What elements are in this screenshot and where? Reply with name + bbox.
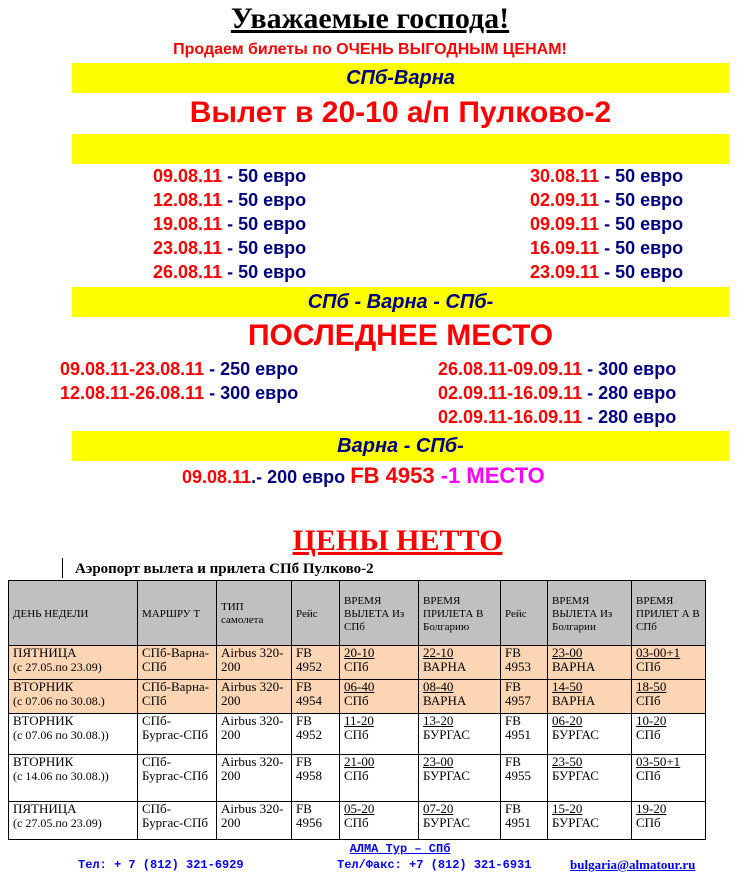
- price-row: [153, 188, 306, 212]
- flight-cell: FB 4955: [501, 755, 548, 802]
- price: - 50 евро: [222, 238, 307, 258]
- date: 09.08.11: [182, 467, 252, 487]
- ret-dep-cell: [548, 755, 632, 802]
- table-row: [9, 714, 706, 755]
- price: - 50 евро: [599, 190, 684, 210]
- time: 18-50: [636, 679, 667, 694]
- col-header-day: ДЕНЬ НЕДЕЛИ: [9, 581, 138, 646]
- city: ВАРНА: [423, 693, 467, 708]
- email-link[interactable]: bulgaria@almatour.ru: [570, 857, 696, 872]
- plane-cell: Airbus 320-200: [217, 714, 292, 755]
- time: 06-20: [552, 713, 583, 728]
- col-header-route: МАРШРУ Т: [138, 581, 217, 646]
- flight-cell: FB 4952: [292, 646, 340, 680]
- price-row: [530, 212, 683, 236]
- day: ВТОРНИК: [13, 713, 74, 728]
- ret-dep-cell: [548, 680, 632, 714]
- time: 14-50: [552, 679, 583, 694]
- time: 23-00: [423, 754, 454, 769]
- city: БУРГАС: [552, 768, 599, 783]
- time: 03-50+1: [636, 754, 681, 769]
- price: - 280 евро: [582, 407, 677, 427]
- day: ПЯТНИЦА: [13, 801, 77, 816]
- day-cell: [9, 755, 138, 802]
- page-title: Уважаемые господа!: [230, 2, 510, 35]
- time: 11-20: [344, 713, 374, 728]
- city: БУРГАС: [423, 768, 470, 783]
- city: ВАРНА: [552, 659, 596, 674]
- arr-cell: [419, 755, 501, 802]
- plane-cell: Airbus 320-200: [217, 646, 292, 680]
- time: 15-20: [552, 801, 583, 816]
- ret-arr-cell: [632, 680, 706, 714]
- price: - 50 евро: [222, 166, 307, 186]
- date-range: 02.09.11-16.09.11: [438, 407, 583, 427]
- price-row: [530, 236, 683, 260]
- price: - 50 евро: [599, 262, 684, 282]
- ret-dep-cell: [548, 714, 632, 755]
- date: 23.09.11: [530, 262, 600, 282]
- city: СПб: [636, 768, 661, 783]
- price-row: [153, 164, 306, 188]
- plane-cell: Airbus 320-200: [217, 755, 292, 802]
- time: 06-40: [344, 679, 375, 694]
- col-header-flight-return: Рейс: [501, 581, 548, 646]
- route-cell: СПб-Бургас-СПб: [138, 755, 217, 802]
- price: - 50 евро: [599, 238, 684, 258]
- date-range: 26.08.11-09.09.11: [438, 359, 583, 379]
- city: ВАРНА: [552, 693, 596, 708]
- city: СПб: [636, 693, 661, 708]
- price-row: [153, 260, 306, 284]
- flight-cell: FB 4953: [501, 646, 548, 680]
- departure-heading: Вылет в 20-10 а/п Пулково-2: [189, 96, 612, 129]
- date: 19.08.11: [153, 214, 223, 234]
- city: ВАРНА: [423, 659, 467, 674]
- route-band-roundtrip: [72, 287, 729, 317]
- price-row: [530, 164, 683, 188]
- dep-cell: [340, 755, 419, 802]
- price: - 50 евро: [222, 214, 307, 234]
- date: 02.09.11: [530, 190, 600, 210]
- promo-line: Продаем билеты по ОЧЕНЬ ВЫГОДНЫМ ЦЕНАМ!: [173, 41, 567, 58]
- day-cell: [9, 714, 138, 755]
- fax: Тел/Факс: +7 (812) 321-6931: [337, 858, 532, 872]
- day: ВТОРНИК: [13, 679, 74, 694]
- period: (с 27.05.по 23.09): [13, 660, 102, 674]
- col-header-flight: Рейс: [292, 581, 340, 646]
- route-band-varna-spb: [72, 431, 729, 461]
- time: 20-10: [344, 645, 375, 660]
- period: (с 07.06 по 30.08.)): [13, 728, 109, 742]
- date: 09.09.11: [530, 214, 600, 234]
- col-header-dep-bg: ВРЕМЯ ВЫЛЕТА Из Болгарии: [548, 581, 632, 646]
- date: 23.08.11: [153, 238, 223, 258]
- price: - 300 евро: [204, 383, 299, 403]
- time: 13-20: [423, 713, 454, 728]
- schedule-table: [8, 580, 706, 840]
- time: 03-00+1: [636, 645, 681, 660]
- price-row: [438, 405, 676, 429]
- last-seat-heading: ПОСЛЕДНЕЕ МЕСТО: [247, 319, 554, 352]
- city: БУРГАС: [423, 815, 470, 830]
- plane-cell: Airbus 320-200: [217, 802, 292, 840]
- table-header-row: [9, 581, 706, 646]
- time: 23-00: [552, 645, 583, 660]
- time: 19-20: [636, 801, 667, 816]
- date: 16.09.11: [530, 238, 600, 258]
- price: - 50 евро: [599, 214, 684, 234]
- price-row: [60, 357, 298, 381]
- city: БУРГАС: [552, 815, 599, 830]
- price-row: [438, 357, 676, 381]
- table-row: [9, 646, 706, 680]
- period: (с 07.06 по 30.08.): [13, 694, 105, 708]
- price: - 280 евро: [582, 383, 677, 403]
- arr-cell: [419, 680, 501, 714]
- flight-cell: FB 4951: [501, 802, 548, 840]
- price-row: [153, 212, 306, 236]
- route-cell: СПб-Варна-СПб: [138, 646, 217, 680]
- seats-left: -1 МЕСТО: [434, 463, 545, 488]
- day: ВТОРНИК: [13, 754, 74, 769]
- flight-cell: FB 4952: [292, 714, 340, 755]
- price-row: [60, 381, 298, 405]
- flight-cell: FB 4958: [292, 755, 340, 802]
- city: СПб: [344, 815, 369, 830]
- city: БУРГАС: [552, 727, 599, 742]
- flight-cell: FB 4954: [292, 680, 340, 714]
- price: - 250 евро: [204, 359, 299, 379]
- price-row: [530, 188, 683, 212]
- date-range: 09.08.11-23.08.11: [60, 359, 205, 379]
- time: 05-20: [344, 801, 375, 816]
- ret-dep-cell: [548, 802, 632, 840]
- period: (с 27.05.по 23.09): [13, 816, 102, 830]
- time: 22-10: [423, 645, 454, 660]
- city: СПб: [636, 659, 661, 674]
- city: СПб: [344, 768, 369, 783]
- airport-caption: Аэропорт вылета и прилета СПб Пулково-2: [75, 561, 374, 577]
- route-label: СПб - Варна - СПб-: [307, 291, 494, 313]
- ret-arr-cell: [632, 755, 706, 802]
- yellow-spacer-band: [72, 134, 729, 164]
- price: - 50 евро: [222, 190, 307, 210]
- ret-arr-cell: [632, 646, 706, 680]
- flight-number: FB 4953: [350, 463, 435, 488]
- flight-cell: FB 4951: [501, 714, 548, 755]
- price-row: [153, 236, 306, 260]
- route-label: Варна - СПб-: [337, 435, 464, 457]
- ret-arr-cell: [632, 714, 706, 755]
- price-row: [530, 260, 683, 284]
- company-name: АЛМА Тур – СПб: [349, 842, 451, 856]
- ret-dep-cell: [548, 646, 632, 680]
- time: 08-40: [423, 679, 454, 694]
- city: СПб: [636, 815, 661, 830]
- ret-arr-cell: [632, 802, 706, 840]
- arr-cell: [419, 714, 501, 755]
- dep-cell: [340, 714, 419, 755]
- date: 12.08.11: [153, 190, 223, 210]
- dep-cell: [340, 646, 419, 680]
- price: - 300 евро: [582, 359, 677, 379]
- period: (с 14.06 по 30.08.)): [13, 769, 109, 783]
- time: 21-00: [344, 754, 375, 769]
- route-cell: СПб-Варна-СПб: [138, 680, 217, 714]
- netto-heading: ЦЕНЫ НЕТТО: [292, 524, 503, 557]
- price: .- 200 евро: [251, 467, 351, 487]
- time: 10-20: [636, 713, 667, 728]
- flight-cell: FB 4956: [292, 802, 340, 840]
- day-cell: [9, 802, 138, 840]
- city: СПб: [636, 727, 661, 742]
- price-row: [438, 381, 676, 405]
- dep-cell: [340, 802, 419, 840]
- time: 07-20: [423, 801, 454, 816]
- phone: Тел: + 7 (812) 321-6929: [78, 858, 244, 872]
- city: СПб: [344, 659, 369, 674]
- price: - 50 евро: [599, 166, 684, 186]
- route-cell: СПб-Бургас-СПб: [138, 714, 217, 755]
- arr-cell: [419, 802, 501, 840]
- route-band-spb-varna: [72, 63, 729, 93]
- route-label: СПб-Варна: [346, 67, 455, 89]
- flight-cell: FB 4957: [501, 680, 548, 714]
- date: 09.08.11: [153, 166, 223, 186]
- city: БУРГАС: [423, 727, 470, 742]
- table-row: [9, 802, 706, 840]
- price: - 50 евро: [222, 262, 307, 282]
- oneway-offer: [182, 462, 545, 491]
- time: 23-50: [552, 754, 583, 769]
- plane-cell: Airbus 320-200: [217, 680, 292, 714]
- table-row: [9, 680, 706, 714]
- dep-cell: [340, 680, 419, 714]
- day-cell: [9, 680, 138, 714]
- day-cell: [9, 646, 138, 680]
- col-header-arr-spb: ВРЕМЯ ПРИЛЕТ А В СПб: [632, 581, 706, 646]
- col-header-arr-bg: ВРЕМЯ ПРИЛЕТА В Болгарию: [419, 581, 501, 646]
- arr-cell: [419, 646, 501, 680]
- col-header-plane: ТИП самолета: [217, 581, 292, 646]
- date: 30.08.11: [530, 166, 600, 186]
- day: ПЯТНИЦА: [13, 645, 77, 660]
- table-row: [9, 755, 706, 802]
- col-header-dep-spb: ВРЕМЯ ВЫЛЕТА Из СПб: [340, 581, 419, 646]
- divider: [62, 558, 63, 578]
- city: СПб: [344, 693, 369, 708]
- city: СПб: [344, 727, 369, 742]
- route-cell: СПб-Бургас-СПб: [138, 802, 217, 840]
- date-range: 02.09.11-16.09.11: [438, 383, 583, 403]
- date-range: 12.08.11-26.08.11: [60, 383, 205, 403]
- date: 26.08.11: [153, 262, 223, 282]
